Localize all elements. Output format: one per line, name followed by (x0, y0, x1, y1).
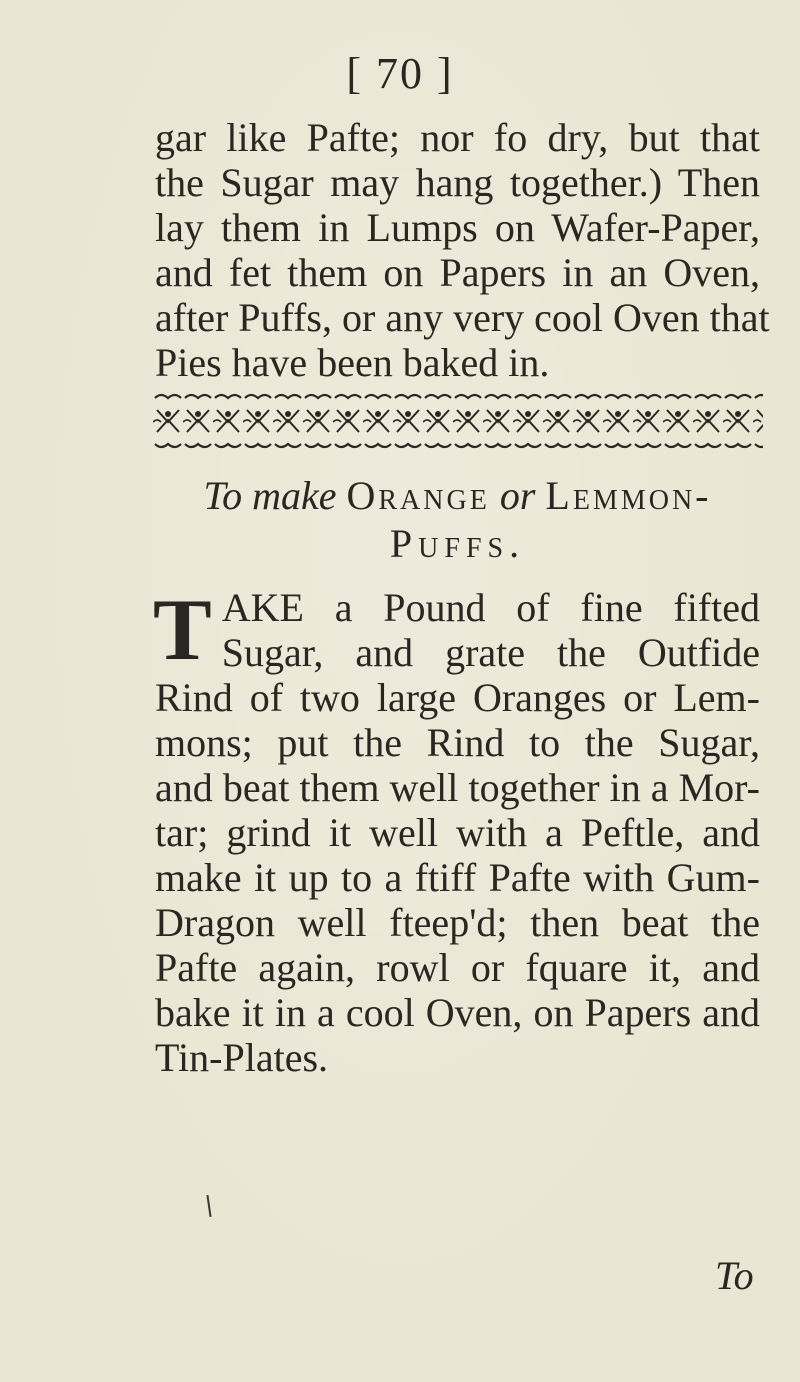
page-number: [ 70 ] (346, 49, 454, 98)
catchword: To (715, 1253, 754, 1298)
text-line: Tin-Plates. (155, 1035, 329, 1080)
heading-connector: or (499, 473, 536, 518)
text-line: Dragon well fteep'd; then beat the (155, 900, 760, 945)
text-line: AKE a Pound of fine fifted (221, 585, 760, 630)
text-line: and beat them well together in a Mor- (155, 765, 760, 810)
text-line: gar like Pafte; nor fo dry, but that (155, 115, 760, 160)
text-line: mons; put the Rind to the Sugar, (155, 720, 760, 765)
text-line: bake it in a cool Oven, on Papers and (155, 990, 760, 1035)
text-line: Rind of two large Oranges or Lem- (155, 675, 760, 720)
ink-speck (206, 1195, 211, 1217)
text-line: tar; grind it well with a Peftle, and (155, 810, 760, 855)
text-line: after Puffs, or any very cool Oven that (155, 295, 770, 340)
recipe-paragraph (153, 582, 760, 1080)
continued-paragraph (155, 115, 770, 385)
decorative-border-ornament (153, 392, 763, 450)
text-line: Sugar, and grate the Outfide (221, 630, 760, 675)
text-line: lay them in Lumps on Wafer-Paper, (155, 205, 760, 250)
heading-title-2: Lemmon- (545, 473, 712, 518)
drop-cap: T (153, 582, 212, 679)
heading-line-2: Puffs. (389, 521, 526, 566)
heading-prefix: To make (203, 473, 337, 518)
text-line: and fet them on Papers in an Oven, (155, 250, 760, 295)
text-line: the Sugar may hang together.) Then (155, 160, 760, 205)
text-line: Pies have been baked in. (155, 340, 550, 385)
text-line: Pafte again, rowl or fquare it, and (155, 945, 760, 990)
text-line: make it up to a ftiff Pafte with Gum- (155, 855, 760, 900)
heading-title: Orange (346, 473, 490, 518)
recipe-heading (155, 472, 760, 568)
